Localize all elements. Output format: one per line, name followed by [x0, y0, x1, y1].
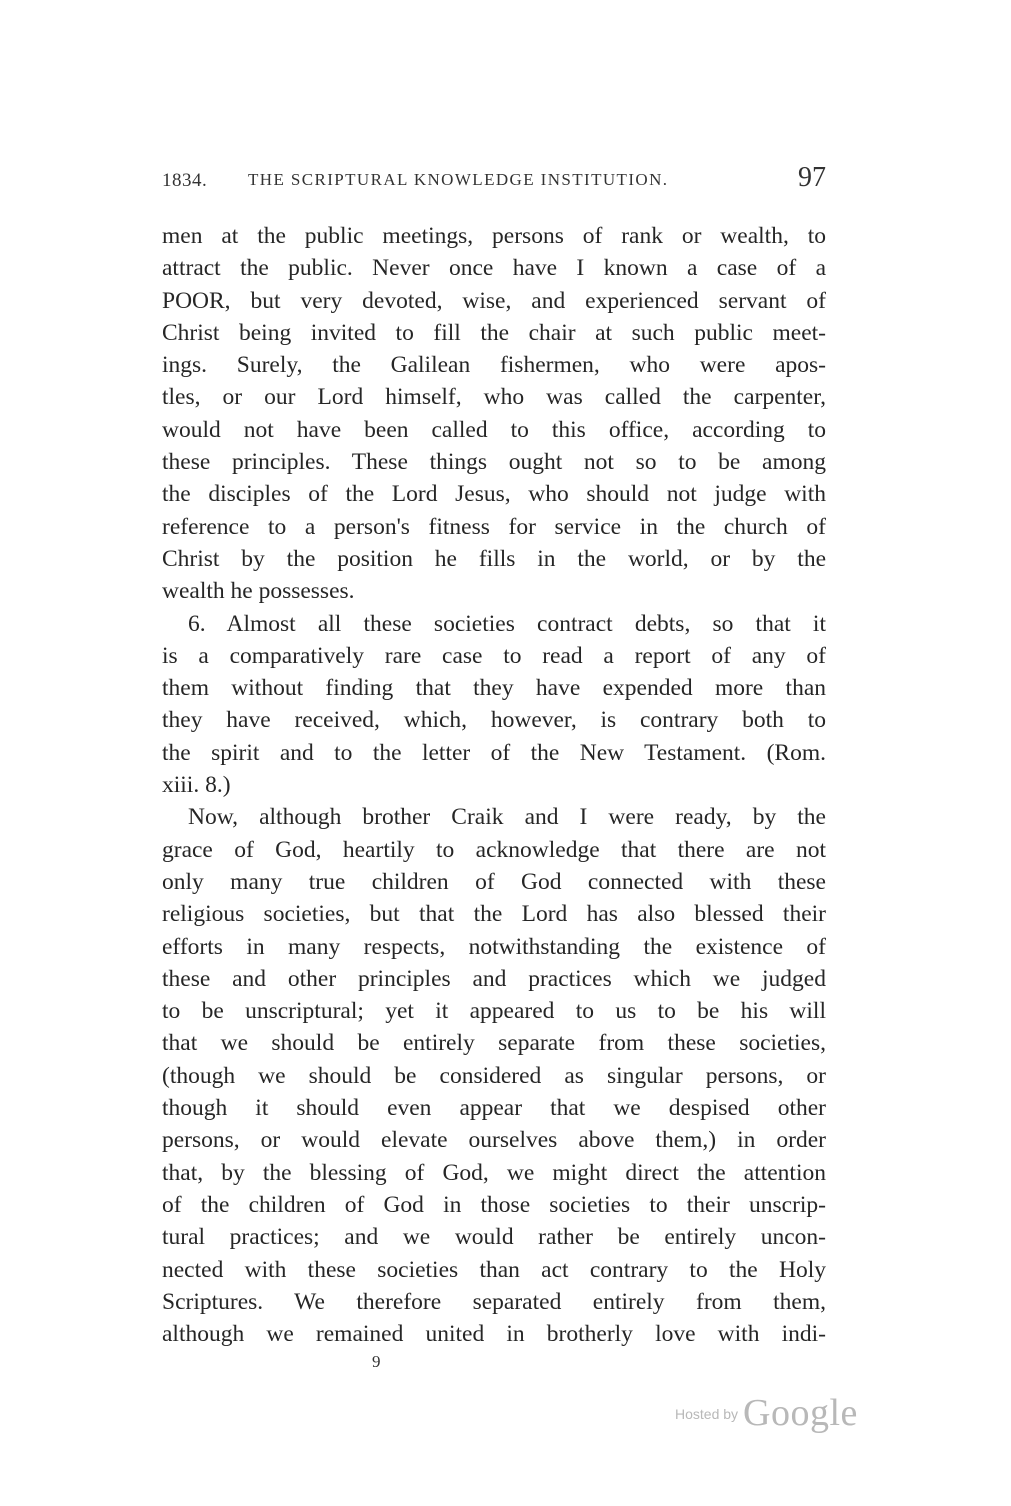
running-header — [162, 162, 826, 194]
text-line: only many true children of God connected with these — [162, 868, 826, 895]
text-line: of the children of God in those societies to their unscrip- — [162, 1191, 826, 1218]
header-year: 1834. — [162, 170, 208, 191]
text-line: the spirit and to the letter of the New Testament. (Rom. — [162, 739, 826, 766]
text-line: persons, or would elevate ourselves above them,) in order — [162, 1127, 826, 1154]
google-logo: Google — [743, 1392, 858, 1434]
text-line: reference to a person's fitness for service in the church of — [162, 513, 826, 540]
signature-mark: 9 — [372, 1352, 381, 1371]
text-line: they have received, which, however, is contrary both to — [162, 707, 826, 734]
text-line: that we should be entirely separate from these societies, — [162, 1030, 826, 1057]
text-line: men at the public meetings, persons of rank or wealth, to — [162, 223, 826, 249]
text-line: ings. Surely, the Galilean fishermen, who were apos- — [162, 352, 826, 379]
text-line: xiii. 8.) — [162, 772, 231, 799]
body-text — [162, 220, 826, 1350]
text-line: Christ being invited to fill the chair at such public meet- — [162, 319, 826, 346]
google-watermark — [675, 1391, 858, 1435]
text-line: these principles. These things ought not so to be among — [162, 449, 826, 476]
text-line: them without finding that they have expended more than — [162, 675, 826, 702]
text-line: Now, although brother Craik and I were ready, by the — [188, 804, 826, 831]
text-line: that, by the blessing of God, we might direct the attention — [162, 1159, 826, 1186]
text-line: Christ by the position he fills in the world, or by the — [162, 545, 826, 572]
text-line: nected with these societies than act contrary to the Holy — [162, 1256, 826, 1283]
text-line: attract the public. Never once have I known a case of a — [162, 255, 826, 282]
text-line: (though we should be considered as singular persons, or — [162, 1062, 826, 1089]
watermark-hosted-by: Hosted by — [675, 1406, 739, 1422]
text-line: would not have been called to this office, according to — [162, 416, 826, 443]
text-line: the disciples of the Lord Jesus, who should not judge with — [162, 481, 826, 508]
text-line: to be unscriptural; yet it appeared to us to be his will — [162, 998, 826, 1025]
text-line: Scriptures. We therefore separated entirely from them, — [162, 1288, 826, 1315]
text-line: 6. Almost all these societies contract debts, so that it — [188, 610, 826, 637]
text-line: efforts in many respects, notwithstanding the existence of — [162, 933, 826, 960]
header-title: THE SCRIPTURAL KNOWLEDGE INSTITUTION. — [248, 170, 669, 189]
text-line: although we remained united in brotherly love with indi- — [162, 1321, 826, 1348]
text-line: wealth he possesses. — [162, 578, 355, 605]
text-line: is a comparatively rare case to read a report of any of — [162, 642, 826, 669]
text-line: tural practices; and we would rather be entirely uncon- — [162, 1224, 826, 1251]
text-line: grace of God, heartily to acknowledge that there are not — [162, 836, 826, 863]
page-number: 97 — [798, 162, 826, 193]
text-line: though it should even appear that we despised other — [162, 1095, 826, 1122]
text-line: these and other principles and practices which we judged — [162, 965, 826, 992]
text-line: tles, or our Lord himself, who was called the carpenter, — [162, 384, 826, 411]
text-line: religious societies, but that the Lord has also blessed their — [162, 901, 826, 928]
text-line: POOR, but very devoted, wise, and experienced servant of — [162, 287, 826, 314]
